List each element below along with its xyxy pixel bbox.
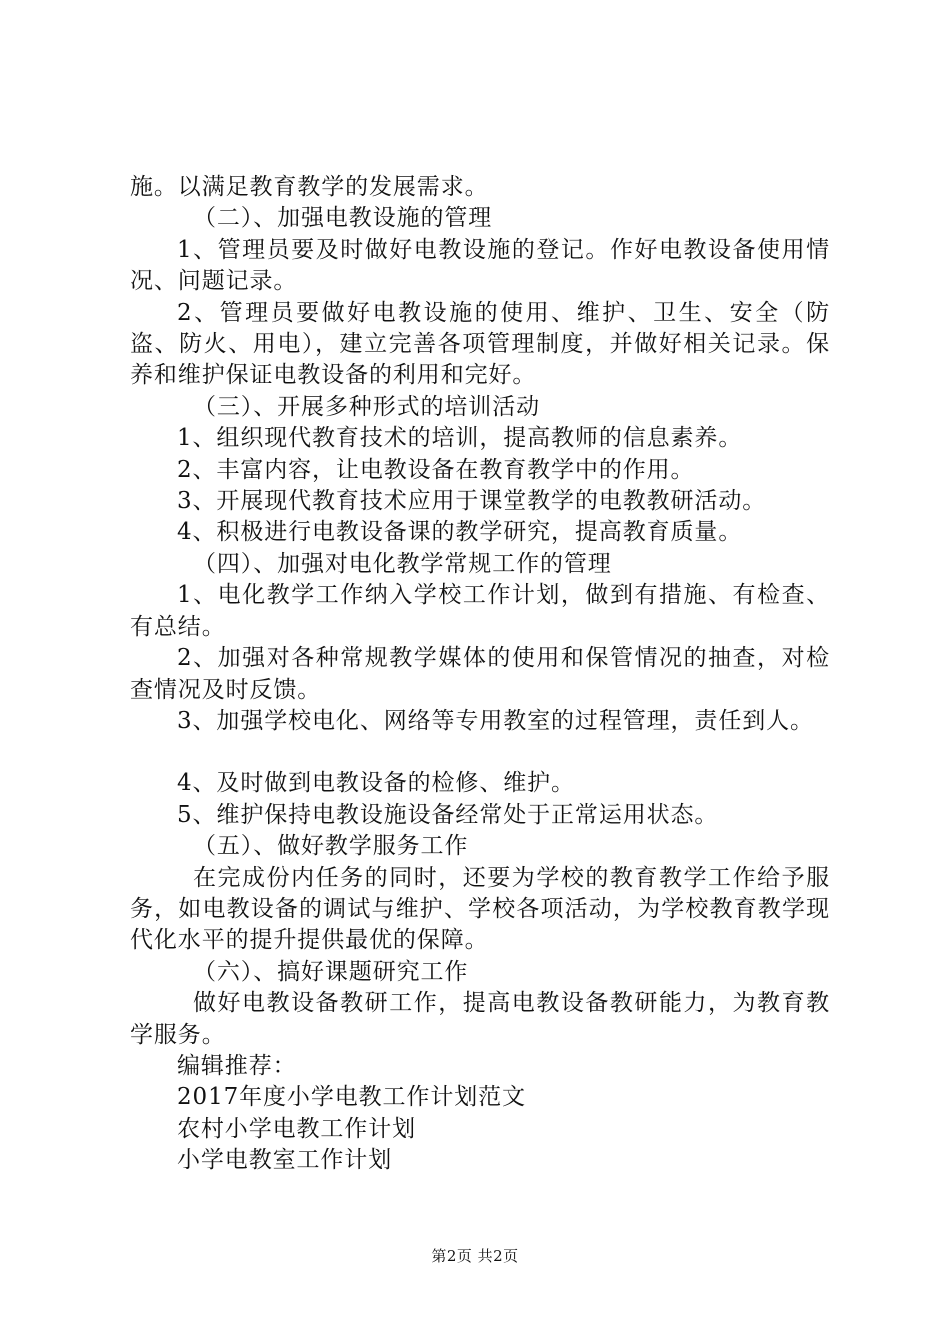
list-item: 3、加强学校电化、网络等专用教室的过程管理，责任到人。 [177, 707, 814, 734]
recommend-link-1[interactable]: 2017年度小学电教工作计划范文 [177, 1084, 526, 1111]
section-heading-3: （三）、开展多种形式的培训活动 [193, 393, 540, 420]
recommend-link-2[interactable]: 农村小学电教工作计划 [177, 1115, 416, 1142]
section-heading-6: （六）、搞好课题研究工作 [193, 958, 469, 985]
blank-line [130, 737, 830, 768]
list-item: 2、加强对各种常规教学媒体的使用和保管情况的抽查，对检查情况及时反馈。 [130, 645, 830, 703]
section-heading-4: （四）、加强对电化教学常规工作的管理 [193, 550, 612, 577]
list-item: 1、电化教学工作纳入学校工作计划，做到有措施、有检查、有总结。 [130, 582, 830, 640]
document-body [130, 172, 830, 1177]
paragraph-continuation: 施。以满足教育教学的发展需求。 [130, 174, 489, 200]
section-heading-5: （五）、做好教学服务工作 [193, 833, 469, 860]
list-item: 2、丰富内容，让电教设备在教育教学中的作用。 [177, 456, 695, 483]
page-footer: 第2页 共2页 [431, 1247, 519, 1265]
paragraph: 做好电教设备教研工作，提高电教设备教研能力，为教育教学服务。 [130, 990, 830, 1048]
list-item: 1、管理员要及时做好电教设施的登记。作好电教设备使用情况、问题记录。 [130, 236, 830, 295]
list-item: 5、维护保持电教设施设备经常处于正常运用状态。 [177, 801, 719, 828]
list-item: 4、及时做到电教设备的检修、维护。 [177, 770, 575, 797]
list-item: 2、管理员要做好电教设施的使用、维护、卫生、安全（防盗、防火、用电），建立完善各项管理制度，并做好相关记录。保养和维护保证电教设备的利用和完好。 [130, 299, 830, 389]
paragraph: 在完成份内任务的同时，还要为学校的教育教学工作给予服务，如电教设备的调试与维护、学校各项活动，为学校教育教学现代化水平的提升提供最优的保障。 [130, 864, 830, 954]
list-item: 4、积极进行电教设备课的教学研究，提高教育质量。 [177, 519, 743, 546]
section-heading-2: （二）、加强电教设施的管理 [193, 205, 493, 232]
recommend-link-3[interactable]: 小学电教室工作计划 [177, 1147, 393, 1174]
recommend-heading: 编辑推荐： [177, 1052, 297, 1079]
list-item: 1、组织现代教育技术的培训，提高教师的信息素养。 [177, 425, 743, 452]
list-item: 3、开展现代教育技术应用于课堂教学的电教教研活动。 [177, 488, 767, 515]
